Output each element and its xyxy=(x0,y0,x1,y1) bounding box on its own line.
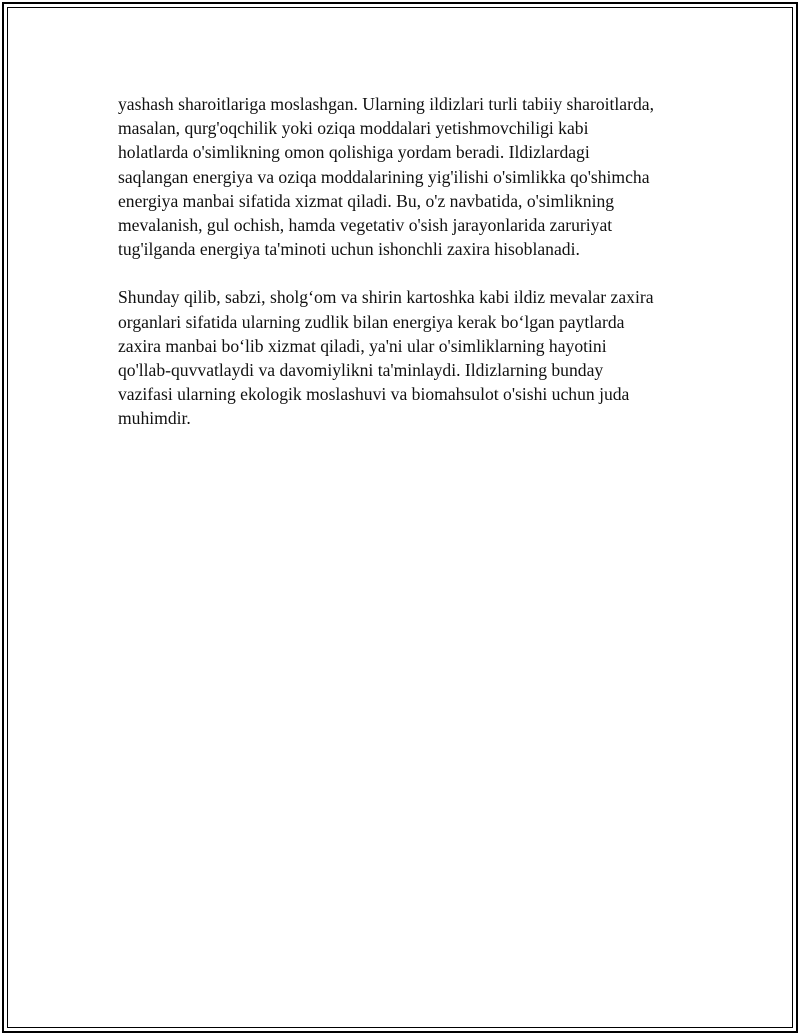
text-line: tug'ilganda energiya ta'minoti uchun ishonchli zaxira hisoblanadi. xyxy=(118,239,580,260)
text-line: muhimdir. xyxy=(118,408,191,429)
text-line: holatlarda o'simlikning omon qolishiga yordam beradi. Ildizlardagi xyxy=(118,142,590,163)
text-line: vazifasi ularning ekologik moslashuvi va biomahsulot o'sishi uchun juda xyxy=(118,384,630,405)
text-line: saqlangan energiya va oziqa moddalarining yig'ilishi o'simlikka qo'shimcha xyxy=(118,166,650,187)
text-line: Shunday qilib, sabzi, sholg‘om va shirin kartoshka kabi ildiz mevalar zaxira xyxy=(118,287,654,308)
text-line: masalan, qurg'oqchilik yoki oziqa moddalari yetishmovchiligi kabi xyxy=(118,118,589,139)
text-line: zaxira manbai bo‘lib xizmat qiladi, ya'ni ular o'simliklarning hayotini xyxy=(118,335,607,356)
text-line: yashash sharoitlariga moslashgan. Ularning ildizlari turli tabiiy sharoitlarda, xyxy=(118,94,654,114)
document-body xyxy=(118,92,698,455)
paragraph-1 xyxy=(118,92,698,261)
text-line: mevalanish, gul ochish, hamda vegetativ o'sish jarayonlarida zaruriyat xyxy=(118,215,613,236)
paragraph-2 xyxy=(118,285,698,430)
text-line: qo'llab-quvvatlaydi va davomiylikni ta'minlaydi. Ildizlarning bunday xyxy=(118,360,604,381)
text-line: organlari sifatida ularning zudlik bilan energiya kerak bo‘lgan paytlarda xyxy=(118,311,625,332)
text-line: energiya manbai sifatida xizmat qiladi. Bu, o'z navbatida, o'simlikning xyxy=(118,190,615,211)
